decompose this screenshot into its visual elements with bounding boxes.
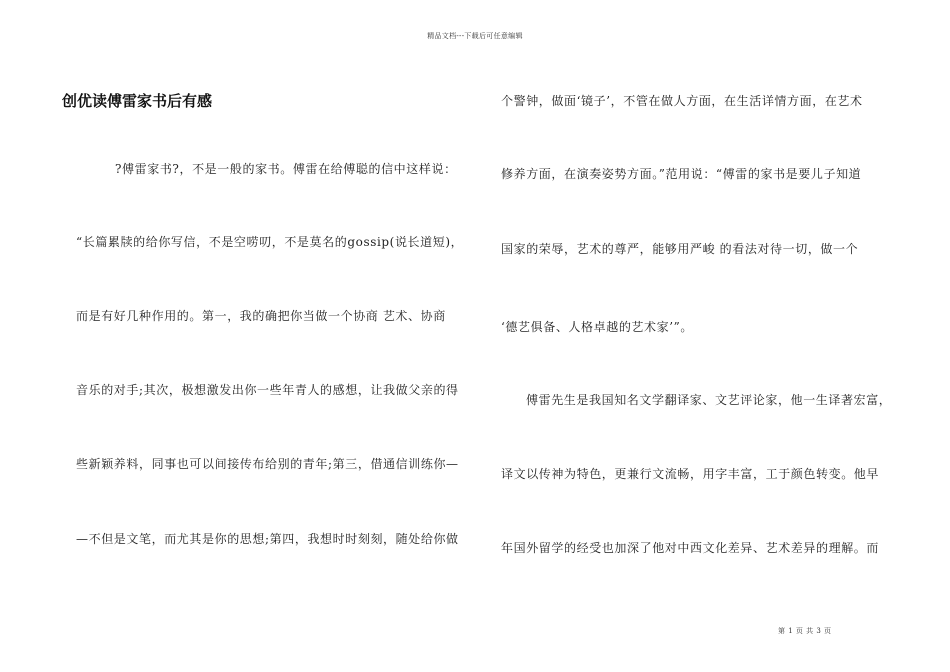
paragraph-line: 音乐的对手;其次，极想激发出你一些年青人的感想，让我做父亲的得 — [76, 383, 459, 397]
paragraph-line: —不但是文笔，而尤其是你的思想;第四，我想时时刻刻，随处给你做 — [76, 532, 459, 546]
paragraph-line: ?傅雷家书?，不是一般的家书。傅雷在给傅聪的信中这样说： — [115, 162, 457, 176]
right-column — [501, 0, 899, 672]
paragraph-line: “长篇累牍的给你写信，不是空唠叨，不是莫名的gossip(说长道短)， — [76, 235, 464, 249]
left-column — [76, 0, 472, 672]
paragraph-line: 傅雷先生是我国知名文学翻译家、文艺评论家，他一生译著宏富， — [526, 393, 892, 407]
paragraph-line: 而是有好几种作用的。第一，我的确把你当做一个协商 艺术、协商 — [76, 309, 446, 323]
paragraph-line: 国家的荣辱，艺术的尊严，能够用严峻 的看法对待一切，做一个 — [501, 242, 859, 256]
document-title: 创优读傅雷家书后有感 — [62, 92, 213, 110]
page-number: 第 1 页 共 3 页 — [778, 627, 832, 635]
paragraph-line: 些新颖养料，同事也可以间接传布给别的青年;第三，借通信训练你— — [76, 457, 459, 471]
paragraph-line: 个警钟，做面‘镜子’，不管在做人方面，在生活详情方面，在艺术 — [501, 94, 863, 108]
paragraph-line: 修养方面，在演奏姿势方面。”范用说：“傅雷的家书是要儿子知道 — [501, 167, 862, 181]
page-header: 精品文档---下载后可任意编辑 — [427, 32, 523, 40]
paragraph-line: 译文以传神为特色，更兼行文流畅，用字丰富，工于颜色转变。他早 — [501, 467, 880, 481]
paragraph-line: 年国外留学的经受也加深了他对中西文化差异、艺术差异的理解。而 — [501, 541, 880, 555]
paragraph-line: ‘德艺俱备、人格卓越的艺术家’”。 — [501, 320, 693, 334]
